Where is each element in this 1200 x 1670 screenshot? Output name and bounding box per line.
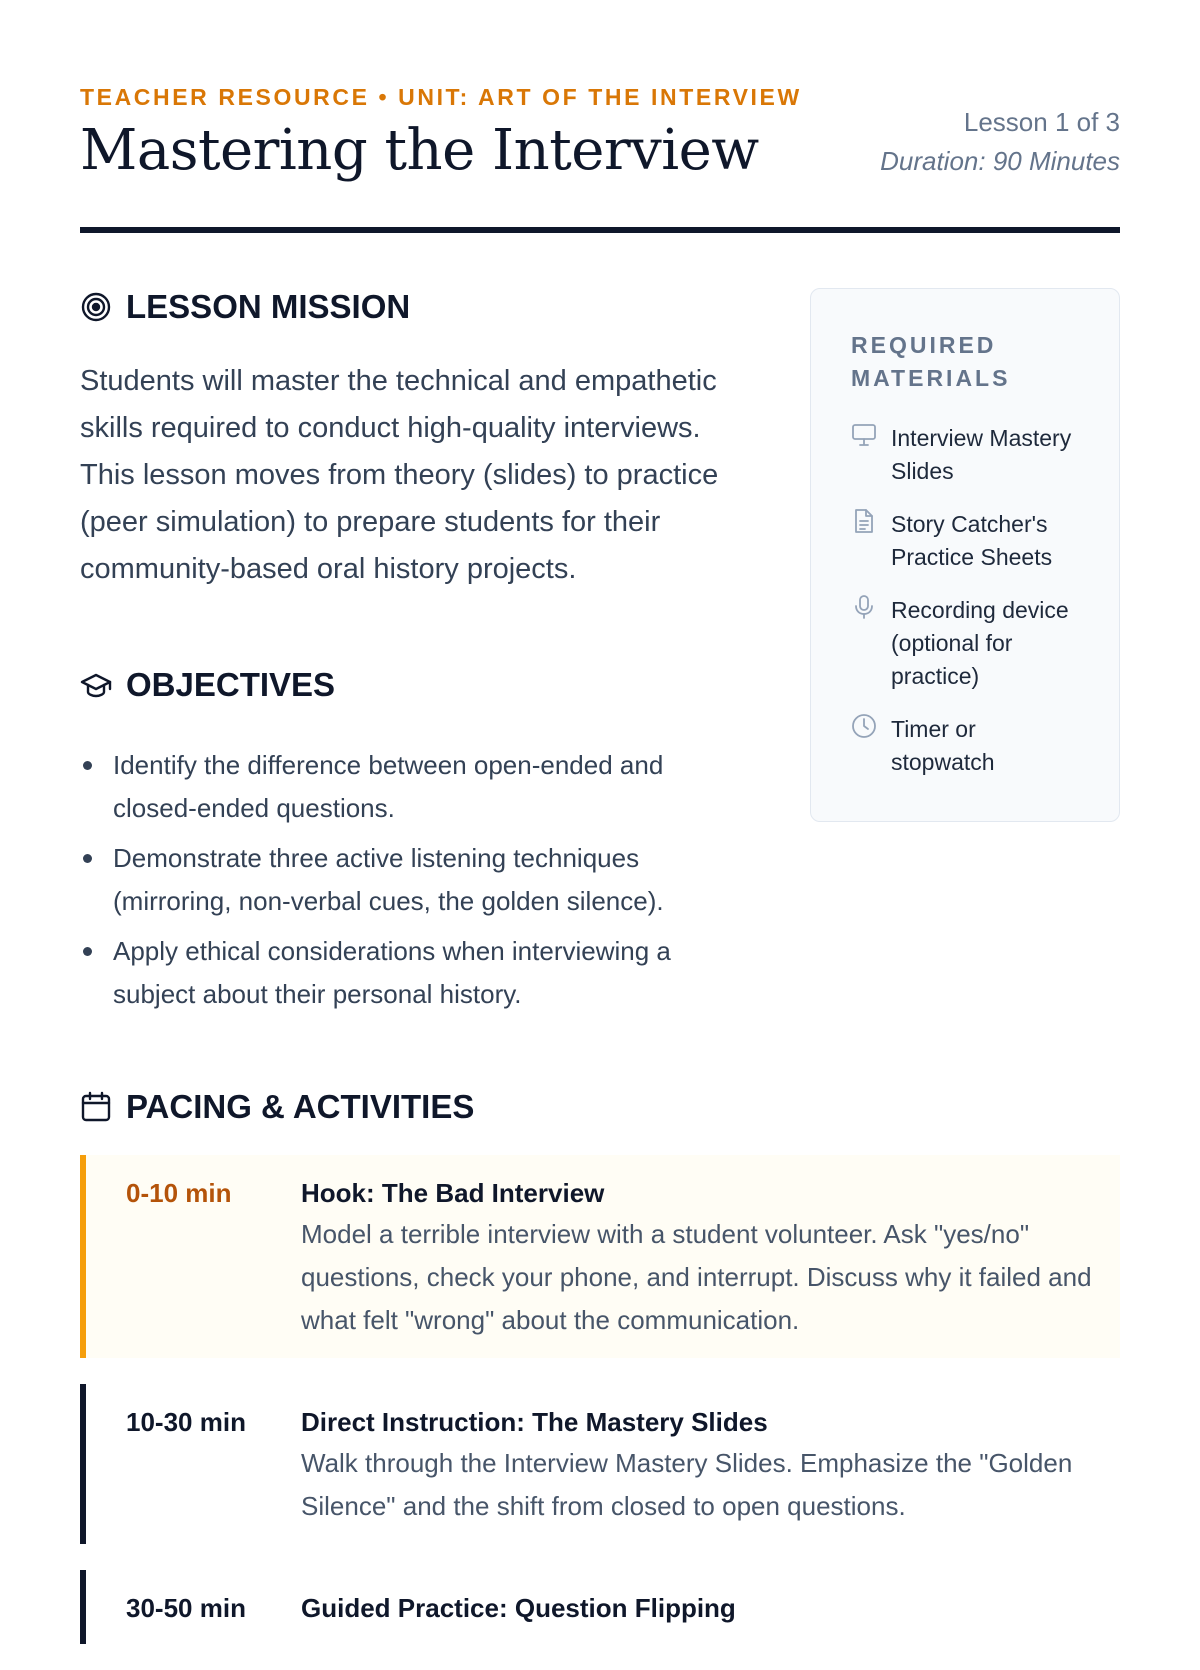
- graduation-cap-icon: [80, 669, 112, 701]
- material-label: Timer or stopwatch: [891, 716, 995, 775]
- materials-card: [810, 288, 1120, 822]
- material-label: Interview Mastery Slides: [891, 425, 1072, 484]
- material-item: [851, 508, 1083, 574]
- objectives-heading: [80, 666, 335, 704]
- mission-text: Students will master the technical and empathetic skills required to conduct high-quality interviews. This lesson moves from theory (slides) to practice (peer simulation) to prepare students for their community-based oral history projects.: [80, 365, 719, 585]
- lesson-duration: Duration: 90 Minutes: [880, 146, 1120, 176]
- activity-description: Model a terrible interview with a student volunteer. Ask "yes/no" questions, check your phone, and interrupt. Discuss why it failed and what felt "wrong" about the communication.: [301, 1219, 1092, 1335]
- pacing-time: 30-50 min: [126, 1593, 246, 1623]
- lesson-number: Lesson 1 of 3: [963, 107, 1120, 137]
- document-icon: [851, 508, 877, 534]
- materials-heading: REQUIRED MATERIALS: [851, 332, 1011, 391]
- activity-title: Direct Instruction: The Mastery Slides: [301, 1407, 768, 1437]
- bullet: [83, 947, 92, 956]
- target-icon: [80, 291, 112, 323]
- pacing-row: [80, 1570, 1120, 1644]
- material-item: [851, 422, 1083, 488]
- objective-item: Apply ethical considerations when interviewing a subject about their personal history.: [80, 930, 740, 1016]
- unit-eyebrow: TEACHER RESOURCE • UNIT: ART OF THE INTERVIEW: [80, 84, 802, 110]
- pacing-row: [80, 1155, 1120, 1358]
- mission-heading: [80, 288, 410, 326]
- monitor-icon: [851, 422, 877, 448]
- bullet: [83, 854, 92, 863]
- pacing-heading-label: PACING & ACTIVITIES: [126, 1088, 475, 1125]
- pacing-time: 10-30 min: [126, 1407, 246, 1437]
- objectives-heading-label: OBJECTIVES: [126, 666, 336, 703]
- activity-title: Guided Practice: Question Flipping: [301, 1593, 736, 1623]
- pacing-body: [301, 1173, 1100, 1342]
- mission-heading-label: LESSON MISSION: [126, 288, 411, 325]
- clock-icon: [851, 713, 877, 739]
- calendar-icon: [80, 1091, 112, 1123]
- pacing-time: 0-10 min: [126, 1178, 232, 1208]
- pacing-row: [80, 1384, 1120, 1544]
- page-title: Mastering the Interview: [80, 118, 759, 183]
- pacing-body: [301, 1402, 1100, 1528]
- lesson-meta: [880, 104, 1120, 182]
- objective-item: Identify the difference between open-ended and closed-ended questions.: [80, 744, 740, 830]
- pacing-list: [80, 1155, 1120, 1670]
- bullet: [83, 761, 92, 770]
- pacing-heading: [80, 1088, 474, 1126]
- objectives-list: [80, 744, 740, 1023]
- header-divider: [80, 227, 1120, 233]
- activity-description: Walk through the Interview Mastery Slides. Emphasize the "Golden Silence" and the shift from closed to open questions.: [301, 1448, 1073, 1521]
- material-item: [851, 594, 1083, 693]
- material-label: Recording device (optional for practice): [891, 597, 1069, 689]
- activity-title: Hook: The Bad Interview: [301, 1178, 605, 1208]
- pacing-body: [301, 1588, 1100, 1628]
- material-label: Story Catcher's Practice Sheets: [891, 511, 1053, 570]
- microphone-icon: [851, 594, 877, 620]
- materials-list: [851, 422, 1083, 779]
- material-item: [851, 713, 1083, 779]
- objective-item: Demonstrate three active listening techniques (mirroring, non-verbal cues, the golden silence).: [80, 837, 740, 923]
